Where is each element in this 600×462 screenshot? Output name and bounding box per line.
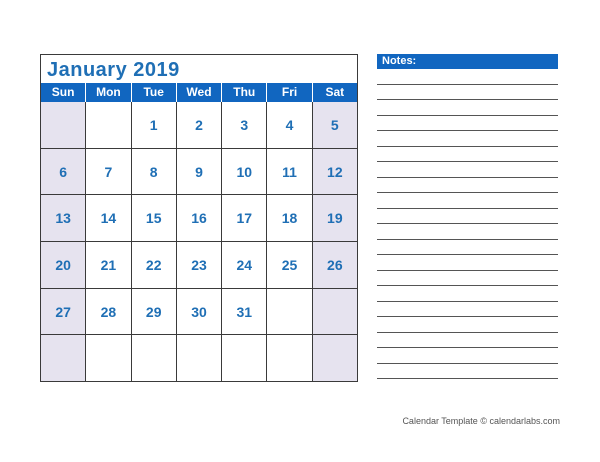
weekday-sun: Sun (41, 83, 86, 102)
notes-panel (377, 54, 558, 379)
calendar-week-row (41, 241, 357, 288)
day-cell (313, 289, 357, 335)
day-cell: 30 (177, 289, 222, 335)
calendar (40, 54, 358, 382)
note-line[interactable] (377, 131, 558, 147)
weekday-tue: Tue (132, 83, 177, 102)
day-cell: 31 (222, 289, 267, 335)
footer-credit: Calendar Template © calendarlabs.com (402, 416, 560, 426)
note-line[interactable] (377, 178, 558, 194)
day-cell: 10 (222, 149, 267, 195)
day-cell: 15 (132, 195, 177, 241)
note-line[interactable] (377, 209, 558, 225)
day-cell: 2 (177, 102, 222, 148)
day-cell: 17 (222, 195, 267, 241)
day-cell (267, 335, 312, 381)
day-cell: 6 (41, 149, 86, 195)
note-line[interactable] (377, 333, 558, 349)
day-cell: 21 (86, 242, 131, 288)
note-line[interactable] (377, 162, 558, 178)
day-cell (86, 335, 131, 381)
weekday-header-row (41, 83, 357, 102)
day-cell: 19 (313, 195, 357, 241)
note-line[interactable] (377, 317, 558, 333)
day-cell: 26 (313, 242, 357, 288)
weekday-wed: Wed (177, 83, 222, 102)
day-cell: 16 (177, 195, 222, 241)
day-cell: 27 (41, 289, 86, 335)
calendar-week-row (41, 334, 357, 381)
day-cell: 9 (177, 149, 222, 195)
weekday-mon: Mon (86, 83, 131, 102)
day-cell (132, 335, 177, 381)
day-cell (267, 289, 312, 335)
calendar-week-row (41, 288, 357, 335)
day-cell (177, 335, 222, 381)
note-line[interactable] (377, 271, 558, 287)
day-cell: 24 (222, 242, 267, 288)
day-cell (41, 102, 86, 148)
day-cell: 23 (177, 242, 222, 288)
note-line[interactable] (377, 302, 558, 318)
day-cell (41, 335, 86, 381)
note-line[interactable] (377, 147, 558, 163)
weekday-sat: Sat (325, 85, 345, 99)
day-cell: 5 (313, 102, 357, 148)
notes-header: Notes: (377, 54, 558, 69)
day-cell (86, 102, 131, 148)
note-line[interactable] (377, 193, 558, 209)
calendar-grid (41, 102, 357, 381)
note-line[interactable] (377, 364, 558, 380)
day-cell: 13 (41, 195, 86, 241)
day-cell: 7 (86, 149, 131, 195)
note-line[interactable] (377, 286, 558, 302)
calendar-title: January 2019 (47, 59, 180, 81)
day-cell (222, 335, 267, 381)
day-cell: 20 (41, 242, 86, 288)
day-cell: 28 (86, 289, 131, 335)
note-line[interactable] (377, 224, 558, 240)
note-line[interactable] (377, 240, 558, 256)
day-cell: 12 (313, 149, 357, 195)
notes-lines (377, 69, 558, 379)
calendar-week-row (41, 194, 357, 241)
note-line[interactable] (377, 255, 558, 271)
weekday-fri: Fri (267, 83, 312, 102)
calendar-week-row (41, 148, 357, 195)
note-line[interactable] (377, 85, 558, 101)
day-cell: 18 (267, 195, 312, 241)
note-line[interactable] (377, 69, 558, 85)
day-cell: 1 (132, 102, 177, 148)
note-line[interactable] (377, 100, 558, 116)
day-cell: 8 (132, 149, 177, 195)
note-line[interactable] (377, 348, 558, 364)
day-cell: 4 (267, 102, 312, 148)
weekday-thu: Thu (222, 83, 267, 102)
day-cell: 11 (267, 149, 312, 195)
day-cell: 25 (267, 242, 312, 288)
note-line[interactable] (377, 116, 558, 132)
day-cell: 22 (132, 242, 177, 288)
day-cell (313, 335, 357, 381)
calendar-week-row (41, 102, 357, 148)
day-cell: 3 (222, 102, 267, 148)
day-cell: 29 (132, 289, 177, 335)
day-cell: 14 (86, 195, 131, 241)
